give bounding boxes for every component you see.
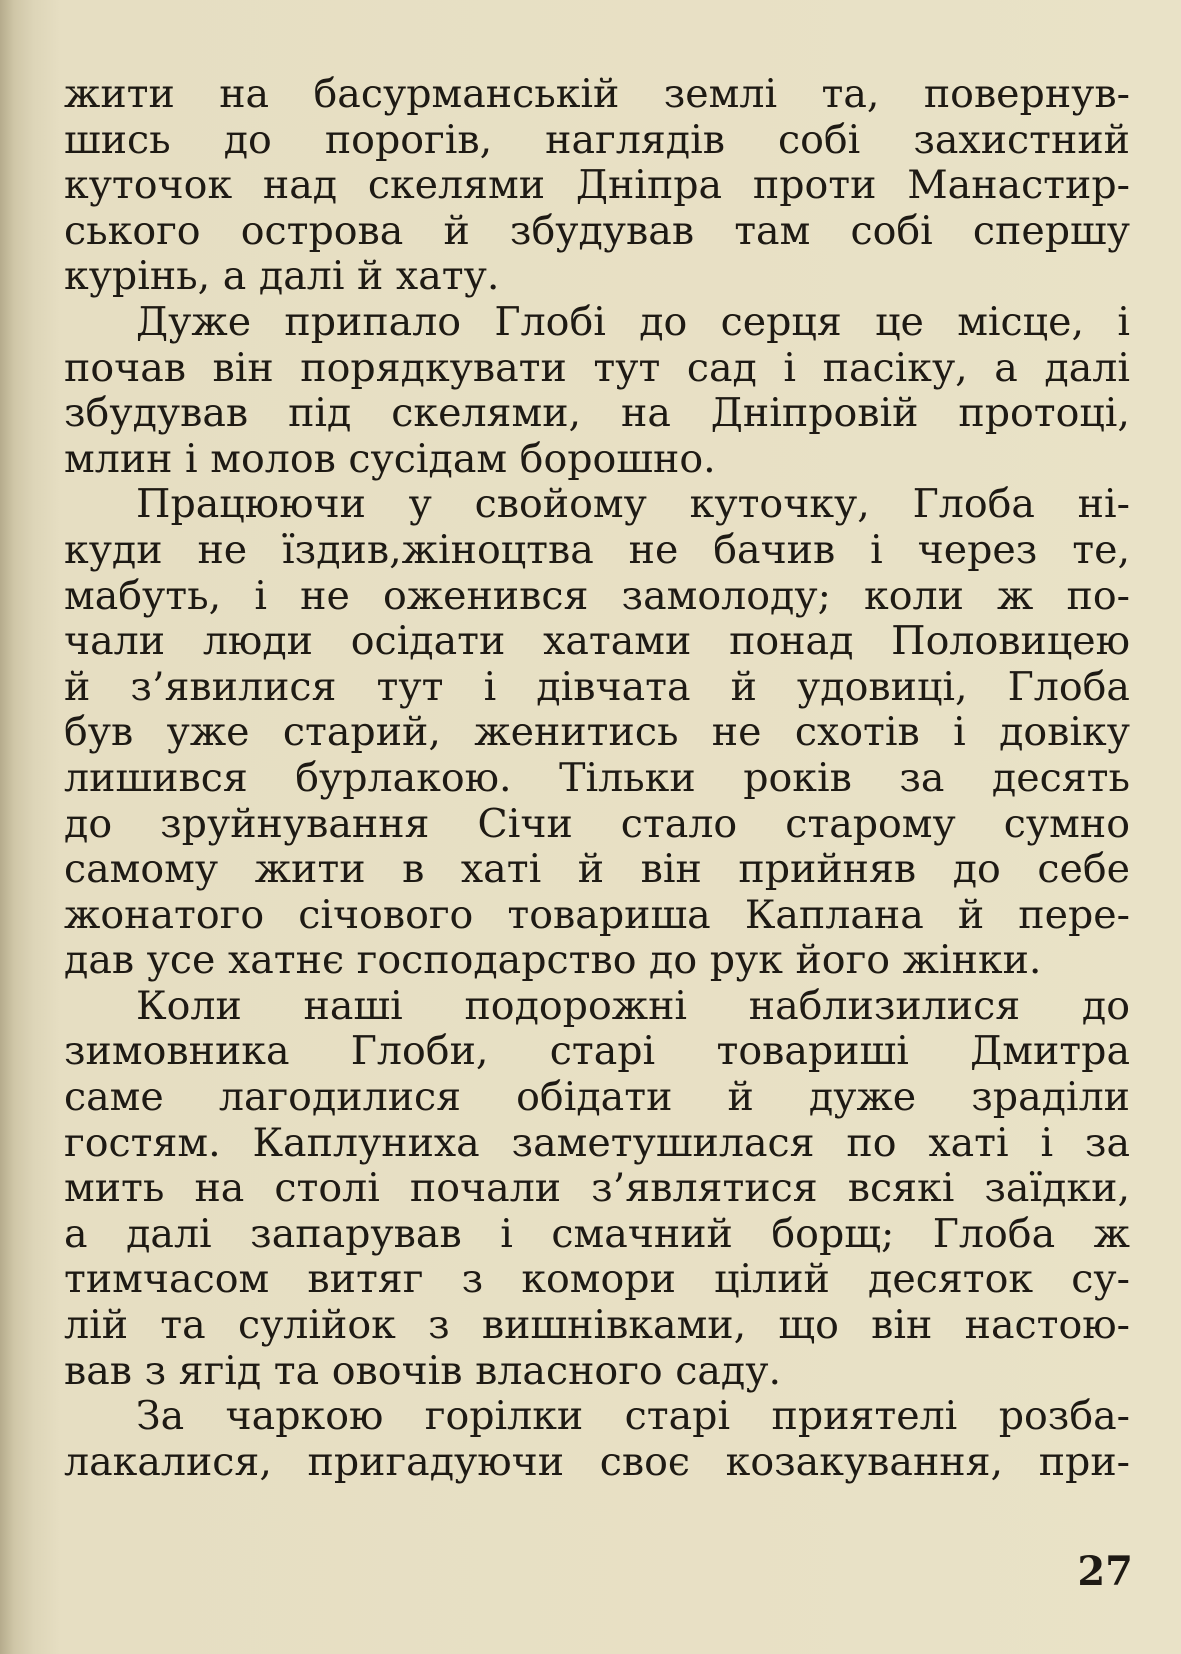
text-line: почав він порядкувати тут сад і пасіку, а далі — [64, 344, 1130, 391]
text-line: мить на столі почали з’являтися всякі заїдки, — [64, 1165, 1130, 1212]
paragraph — [64, 300, 1130, 482]
text-line: й з’явилися тут і дівчата й удовиці, Глоба — [64, 663, 1130, 710]
text-line: лій та сулійок з вишнівками, що він настою- — [64, 1302, 1130, 1349]
text-line: дав усе хатнє господарство до рук його жінки. — [64, 937, 1042, 984]
text-line: чали люди осідати хатами понад Половицею — [64, 618, 1130, 665]
text-line: шись до порогів, наглядів собі захистний — [64, 116, 1130, 163]
text-line: За чаркою горілки старі приятелі розба- — [136, 1393, 1130, 1440]
text-line: зимовника Глоби, старі товариші Дмитра — [64, 1028, 1130, 1075]
text-line: самому жити в хаті й він прийняв до себе — [64, 846, 1130, 893]
text-line: гостям. Каплуниха заметушилася по хаті і за — [64, 1119, 1130, 1166]
text-line: а далі запарував і смачний борщ; Глоба ж — [64, 1210, 1130, 1257]
text-line: ського острова й збудував там собі спершу — [64, 207, 1130, 254]
text-line: до зруйнування Січи стало старому сумно — [64, 800, 1130, 847]
text-line: куточок над скелями Дніпра проти Манастир- — [64, 162, 1130, 209]
text-line: Працюючи у свойому куточку, Глоба ні- — [136, 481, 1130, 528]
text-line: млин і молов сусідам борошно. — [64, 435, 716, 482]
text-line: збудував під скелями, на Дніпровій протоці, — [64, 390, 1130, 437]
text-line: жонатого січового товариша Каплана й пере- — [64, 891, 1130, 938]
text-line: мабуть, і не оженився замолоду; коли ж по- — [64, 572, 1130, 619]
text-line: тимчасом витяг з комори цілий десяток су- — [64, 1256, 1130, 1303]
text-line: лакалися, пригадуючи своє козакування, при- — [64, 1438, 1130, 1485]
paragraph — [64, 984, 1130, 1394]
text-line: вав з ягід та овочів власного саду. — [64, 1347, 782, 1394]
text-line: саме лагодилися обідати й дуже зраділи — [64, 1074, 1130, 1121]
body-text — [64, 72, 1130, 1485]
text-line: лишився бурлакою. Тільки років за десять — [64, 754, 1130, 801]
text-line: жити на басурманській землі та, повернув- — [64, 71, 1130, 117]
paragraph — [64, 1394, 1130, 1485]
text-line: куди не їздив,жіноцтва не бачив і через те, — [64, 526, 1130, 573]
text-line: був уже старий, женитись не схотів і довіку — [64, 709, 1130, 756]
page-number: 27 — [1077, 1548, 1133, 1595]
text-line: Дуже припало Глобі до серця це місце, і — [136, 298, 1130, 345]
paragraph — [64, 482, 1130, 984]
text-line: курінь, а далі й хату. — [64, 253, 500, 300]
paragraph — [64, 72, 1130, 300]
text-line: Коли наші подорожні наблизилися до — [136, 982, 1130, 1029]
